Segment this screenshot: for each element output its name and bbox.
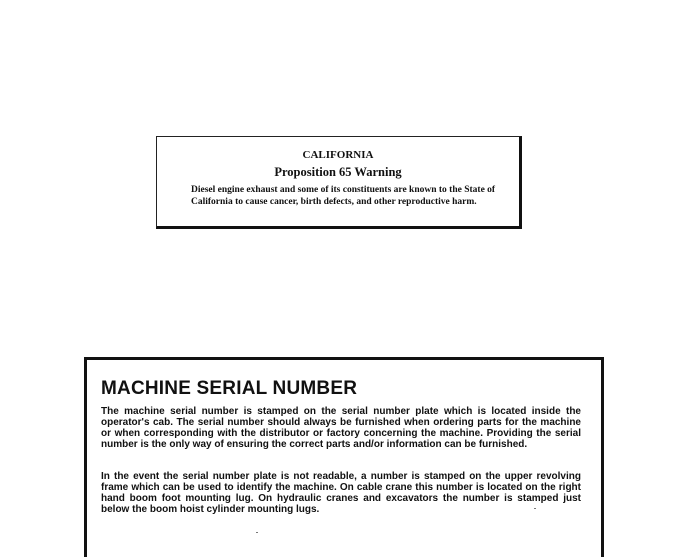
machine-serial-number-box bbox=[84, 357, 604, 557]
prop65-state: CALIFORNIA bbox=[302, 149, 374, 161]
prop65-body: Diesel engine exhaust and some of its constituents are known to the State of California to cause cancer, birth defects, and other reproductive harm. bbox=[191, 185, 496, 207]
scan-speck bbox=[534, 508, 536, 509]
serial-heading: MACHINE SERIAL NUMBER bbox=[101, 378, 358, 399]
serial-paragraph-1: The machine serial number is stamped on the serial number plate which is located inside the operator's cab. The serial number should always be furnished when ordering parts for the machine or when corresponding with the distributor or factory concerning the machine. Providing the serial number is the only way of ensuring the correct parts and/or information can be furnished. bbox=[101, 406, 581, 450]
prop65-warning-box bbox=[156, 136, 522, 229]
prop65-title: Proposition 65 Warning bbox=[274, 165, 402, 179]
scan-speck bbox=[256, 532, 258, 533]
serial-paragraph-2: In the event the serial number plate is not readable, a number is stamped on the upper revolving frame which can be used to identify the machine. On cable crane this number is located on the right hand boom foot mounting lug. On hydraulic cranes and excavators the number is stamped just below the boom hoist cylinder mounting lugs. bbox=[101, 471, 581, 515]
